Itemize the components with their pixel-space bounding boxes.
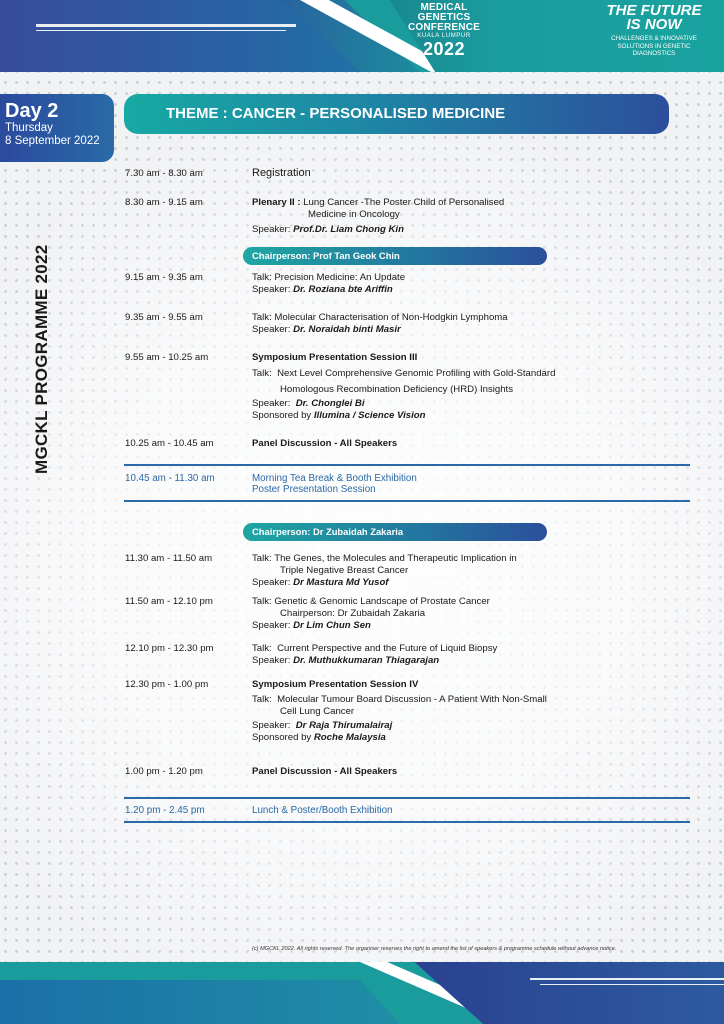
time: 11.50 am - 12.10 pm — [125, 596, 213, 607]
speaker-label: Speaker: — [252, 720, 291, 731]
talk-title: Molecular Characterisation of Non-Hodgkin Lymphoma — [274, 312, 508, 323]
speaker-label: Speaker: — [252, 224, 291, 235]
session-title: Symposium Presentation Session III — [252, 352, 418, 363]
conference-logo — [404, 3, 484, 58]
talk-title-2: Cell Lung Cancer — [280, 706, 355, 717]
session-title: Registration — [252, 167, 311, 179]
speaker-label: Speaker: — [252, 324, 291, 335]
time: 1.20 pm - 2.45 pm — [125, 805, 205, 816]
tagline-sub-1: CHALLENGES & INNOVATIVE — [611, 35, 697, 42]
break-row-lunch — [124, 797, 690, 823]
speaker-label: Speaker: — [252, 655, 291, 666]
theme-banner: THEME : CANCER - PERSONALISED MEDICINE — [124, 94, 669, 134]
talk-title-2: Triple Negative Breast Cancer — [280, 565, 409, 576]
programme-title: MGCKL PROGRAMME 2022 — [32, 244, 51, 474]
speaker-name: Dr. Chonglei Bi — [295, 398, 365, 409]
sponsor-name: Roche Malaysia — [313, 732, 386, 743]
break-line-2: Poster Presentation Session — [252, 484, 376, 495]
tagline-sub — [596, 35, 712, 58]
chairperson-banner-1: Chairperson: Prof Tan Geok Chin — [243, 247, 547, 265]
footer-stripe — [530, 978, 724, 980]
tagline-sub-2: SOLUTIONS IN GENETIC — [617, 42, 691, 50]
plenary-title-1: Lung Cancer -The Poster Child of Personalised — [303, 197, 505, 208]
speaker-label: Speaker: — [252, 284, 291, 295]
break-row-morning-tea — [124, 464, 690, 502]
talk-label: Talk: — [252, 312, 272, 323]
speaker-label: Speaker: — [252, 398, 291, 409]
talk-label: Talk: — [252, 272, 272, 283]
talk-title: Current Perspective and the Future of Liquid Biopsy — [277, 643, 498, 654]
footer-banner — [0, 962, 724, 1024]
talk-title-2: Chairperson: Dr Zubaidah Zakaria — [280, 608, 426, 619]
speaker-name: Dr Raja Thirumalairaj — [295, 720, 393, 731]
break-line-1: Morning Tea Break & Booth Exhibition — [252, 473, 417, 484]
talk-title-1: Molecular Tumour Board Discussion - A Patient With Non-Small — [277, 694, 547, 705]
footer-shape-blue-left — [0, 980, 400, 1024]
logo-line-1: MEDICAL — [420, 2, 468, 13]
talk-title-1: Next Level Comprehensive Genomic Profiling with Gold-Standard — [277, 368, 556, 379]
footer-stripe-thin — [540, 984, 724, 985]
plenary-title-2: Medicine in Oncology — [308, 209, 400, 220]
chairperson-banner-2: Chairperson: Dr Zubaidah Zakaria — [243, 523, 547, 541]
sponsor-label: Sponsored by — [252, 732, 312, 743]
session-title: Panel Discussion - All Speakers — [252, 766, 398, 777]
time: 8.30 am - 9.15 am — [125, 197, 203, 208]
day-title: Day 2 — [5, 100, 59, 122]
talk-label: Talk: — [252, 596, 272, 607]
copyright-note: (c) MGCKL 2022. All rights reserved. The organiser reserves the right to amend the list of speakers & programme schedule without advance notice. — [252, 946, 617, 952]
session-title: Panel Discussion - All Speakers — [252, 438, 398, 449]
speaker-label: Speaker: — [252, 577, 291, 588]
plenary-label: Plenary II : — [252, 197, 301, 208]
time: 11.30 am - 11.50 am — [125, 553, 213, 564]
speaker-name: Dr. Noraidah binti Masir — [293, 324, 401, 335]
break-line-1: Lunch & Poster/Booth Exhibition — [252, 805, 393, 816]
time: 12.30 pm - 1.00 pm — [125, 679, 209, 690]
speaker-name: Dr. Muthukkumaran Thiagarajan — [293, 655, 440, 666]
logo-year: 2022 — [422, 39, 466, 59]
speaker-label: Speaker: — [252, 620, 291, 631]
talk-title-1: Genetic & Genomic Landscape of Prostate Cancer — [274, 596, 490, 607]
talk-title-1: The Genes, the Molecules and Therapeutic Implication in — [274, 553, 517, 564]
time: 9.15 am - 9.35 am — [125, 272, 203, 283]
time: 1.00 pm - 1.20 pm — [125, 766, 203, 777]
time: 10.45 am - 11.30 am — [125, 473, 215, 484]
tagline-line-1: THE FUTURE — [606, 2, 702, 19]
day-weekday: Thursday — [5, 122, 53, 134]
speaker-name: Dr. Roziana bte Ariffin — [293, 284, 393, 295]
tagline — [596, 4, 712, 58]
time: 9.35 am - 9.55 am — [125, 312, 203, 323]
speaker-name: Dr Lim Chun Sen — [293, 620, 371, 631]
logo-line-4: KUALA LUMPUR — [417, 33, 471, 39]
time: 9.55 am - 10.25 am — [125, 352, 209, 363]
speaker-name: Prof.Dr. Liam Chong Kin — [293, 224, 404, 235]
header-stripe-thin — [36, 30, 286, 31]
header-stripe — [36, 24, 296, 27]
sponsor-label: Sponsored by — [252, 410, 312, 421]
time: 10.25 am - 10.45 am — [125, 438, 214, 449]
day-badge — [0, 94, 114, 162]
time: 12.10 pm - 12.30 pm — [125, 643, 214, 654]
talk-label: Talk: — [252, 643, 272, 654]
day-date: 8 September 2022 — [5, 135, 100, 147]
sponsor-name: Illumina / Science Vision — [313, 410, 426, 421]
talk-label: Talk: — [252, 368, 272, 379]
speaker-name: Dr Mastura Md Yusof — [293, 577, 389, 588]
talk-title-2: Homologous Recombination Deficiency (HRD) Insights — [280, 384, 514, 395]
session-title: Symposium Presentation Session IV — [252, 679, 419, 690]
logo-line-2: GENETICS — [417, 12, 471, 23]
talk-label: Talk: — [252, 694, 272, 705]
logo-line-3: CONFERENCE — [407, 22, 480, 33]
tagline-sub-3: DIAGNOSTICS — [632, 50, 676, 57]
time: 7.30 am - 8.30 am — [125, 168, 203, 179]
talk-title: Precision Medicine: An Update — [274, 272, 406, 283]
tagline-line-2: IS NOW — [626, 16, 682, 33]
talk-label: Talk: — [252, 553, 272, 564]
